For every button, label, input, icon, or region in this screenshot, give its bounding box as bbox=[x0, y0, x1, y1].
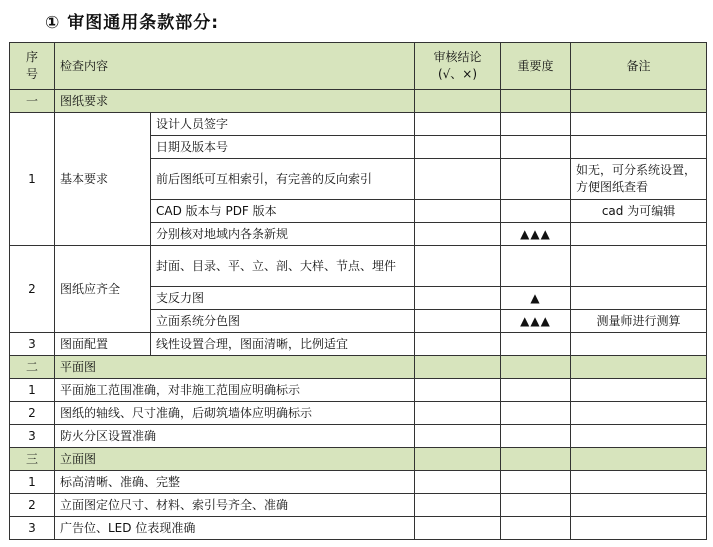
section-remarks-cell bbox=[571, 448, 707, 471]
table-row bbox=[10, 425, 707, 448]
group-name: 图纸应齐全 bbox=[55, 246, 151, 333]
header-conclusion bbox=[415, 43, 501, 90]
section-remarks-cell bbox=[571, 90, 707, 113]
table-row bbox=[10, 471, 707, 494]
group-name: 图面配置 bbox=[55, 333, 151, 356]
remarks-cell bbox=[571, 113, 707, 136]
row-number: 1 bbox=[10, 471, 55, 494]
conclusion-cell[interactable] bbox=[415, 310, 501, 333]
row-number: 2 bbox=[10, 402, 55, 425]
check-item: 标高清晰、准确、完整 bbox=[55, 471, 415, 494]
remarks-cell bbox=[571, 494, 707, 517]
table-row bbox=[10, 402, 707, 425]
check-item: 广告位、LED 位表现准确 bbox=[55, 517, 415, 540]
table-row bbox=[10, 379, 707, 402]
check-item: 图纸的轴线、尺寸准确，后砌筑墙体应明确标示 bbox=[55, 402, 415, 425]
remarks-cell bbox=[571, 471, 707, 494]
check-item: 前后图纸可互相索引，有完善的反向索引 bbox=[151, 159, 415, 200]
header-remarks: 备注 bbox=[571, 43, 707, 90]
section-importance-cell bbox=[501, 90, 571, 113]
section-number: 三 bbox=[10, 448, 55, 471]
section-conclusion-cell bbox=[415, 448, 501, 471]
check-item: 立面图定位尺寸、材料、索引号齐全、准确 bbox=[55, 494, 415, 517]
importance-cell bbox=[501, 333, 571, 356]
header-conclusion-line2: (√、×) bbox=[437, 67, 478, 81]
section-title: 立面图 bbox=[55, 448, 415, 471]
header-seq bbox=[10, 43, 55, 90]
conclusion-cell[interactable] bbox=[415, 402, 501, 425]
header-importance: 重要度 bbox=[501, 43, 571, 90]
group-number: 1 bbox=[10, 113, 55, 246]
check-item: CAD 版本与 PDF 版本 bbox=[151, 200, 415, 223]
check-item: 平面施工范围准确，对非施工范围应明确标示 bbox=[55, 379, 415, 402]
conclusion-cell[interactable] bbox=[415, 200, 501, 223]
table-row bbox=[10, 113, 707, 136]
check-item: 支反力图 bbox=[151, 287, 415, 310]
remarks-cell bbox=[571, 333, 707, 356]
importance-cell bbox=[501, 159, 571, 200]
header-seq-line2: 号 bbox=[25, 67, 38, 81]
header-row bbox=[10, 43, 707, 90]
conclusion-cell[interactable] bbox=[415, 246, 501, 287]
conclusion-cell[interactable] bbox=[415, 223, 501, 246]
importance-cell bbox=[501, 113, 571, 136]
table-row bbox=[10, 246, 707, 287]
remarks-cell: cad 为可编辑 bbox=[571, 200, 707, 223]
group-number: 3 bbox=[10, 333, 55, 356]
group-number: 2 bbox=[10, 246, 55, 333]
check-item: 防火分区设置准确 bbox=[55, 425, 415, 448]
conclusion-cell[interactable] bbox=[415, 494, 501, 517]
importance-cell bbox=[501, 379, 571, 402]
importance-cell bbox=[501, 136, 571, 159]
importance-cell: ▲▲▲ bbox=[501, 223, 571, 246]
remarks-cell bbox=[571, 246, 707, 287]
section-title: 图纸要求 bbox=[55, 90, 415, 113]
conclusion-cell[interactable] bbox=[415, 159, 501, 200]
importance-cell bbox=[501, 200, 571, 223]
importance-cell bbox=[501, 402, 571, 425]
row-number: 3 bbox=[10, 517, 55, 540]
conclusion-cell[interactable] bbox=[415, 136, 501, 159]
remarks-cell bbox=[571, 402, 707, 425]
importance-cell: ▲ bbox=[501, 287, 571, 310]
check-item: 线性设置合理，图面清晰，比例适宜 bbox=[151, 333, 415, 356]
section-conclusion-cell bbox=[415, 90, 501, 113]
importance-cell bbox=[501, 246, 571, 287]
section-conclusion-cell bbox=[415, 356, 501, 379]
importance-cell bbox=[501, 517, 571, 540]
check-item: 分别核对地域内各条新规 bbox=[151, 223, 415, 246]
remarks-cell bbox=[571, 517, 707, 540]
section-number: 一 bbox=[10, 90, 55, 113]
check-item: 立面系统分色图 bbox=[151, 310, 415, 333]
remarks-cell bbox=[571, 425, 707, 448]
header-seq-line1: 序 bbox=[25, 50, 38, 64]
header-content: 检查内容 bbox=[55, 43, 415, 90]
check-item: 日期及版本号 bbox=[151, 136, 415, 159]
row-number: 3 bbox=[10, 425, 55, 448]
remarks-cell bbox=[571, 379, 707, 402]
section-importance-cell bbox=[501, 448, 571, 471]
section-row-floor-plan bbox=[10, 356, 707, 379]
importance-cell: ▲▲▲ bbox=[501, 310, 571, 333]
table-row bbox=[10, 517, 707, 540]
remarks-cell bbox=[571, 223, 707, 246]
importance-cell bbox=[501, 425, 571, 448]
conclusion-cell[interactable] bbox=[415, 113, 501, 136]
remarks-cell: 测量师进行测算 bbox=[571, 310, 707, 333]
review-checklist-table bbox=[9, 42, 707, 540]
row-number: 2 bbox=[10, 494, 55, 517]
group-name: 基本要求 bbox=[55, 113, 151, 246]
section-row-elevation bbox=[10, 448, 707, 471]
remarks-cell: 如无，可分系统设置，方便图纸查看 bbox=[571, 159, 707, 200]
section-remarks-cell bbox=[571, 356, 707, 379]
conclusion-cell[interactable] bbox=[415, 333, 501, 356]
conclusion-cell[interactable] bbox=[415, 471, 501, 494]
conclusion-cell[interactable] bbox=[415, 425, 501, 448]
check-item: 设计人员签字 bbox=[151, 113, 415, 136]
conclusion-cell[interactable] bbox=[415, 517, 501, 540]
conclusion-cell[interactable] bbox=[415, 287, 501, 310]
check-item: 封面、目录、平、立、剖、大样、节点、埋件 bbox=[151, 246, 415, 287]
page-title: ① 审图通用条款部分: bbox=[45, 13, 220, 33]
table-row bbox=[10, 333, 707, 356]
remarks-cell bbox=[571, 136, 707, 159]
section-importance-cell bbox=[501, 356, 571, 379]
remarks-cell bbox=[571, 287, 707, 310]
importance-cell bbox=[501, 494, 571, 517]
section-number: 二 bbox=[10, 356, 55, 379]
table-row bbox=[10, 494, 707, 517]
conclusion-cell[interactable] bbox=[415, 379, 501, 402]
header-conclusion-line1: 审核结论 bbox=[433, 50, 482, 64]
importance-cell bbox=[501, 471, 571, 494]
row-number: 1 bbox=[10, 379, 55, 402]
section-row-drawing-requirements bbox=[10, 90, 707, 113]
section-title: 平面图 bbox=[55, 356, 415, 379]
